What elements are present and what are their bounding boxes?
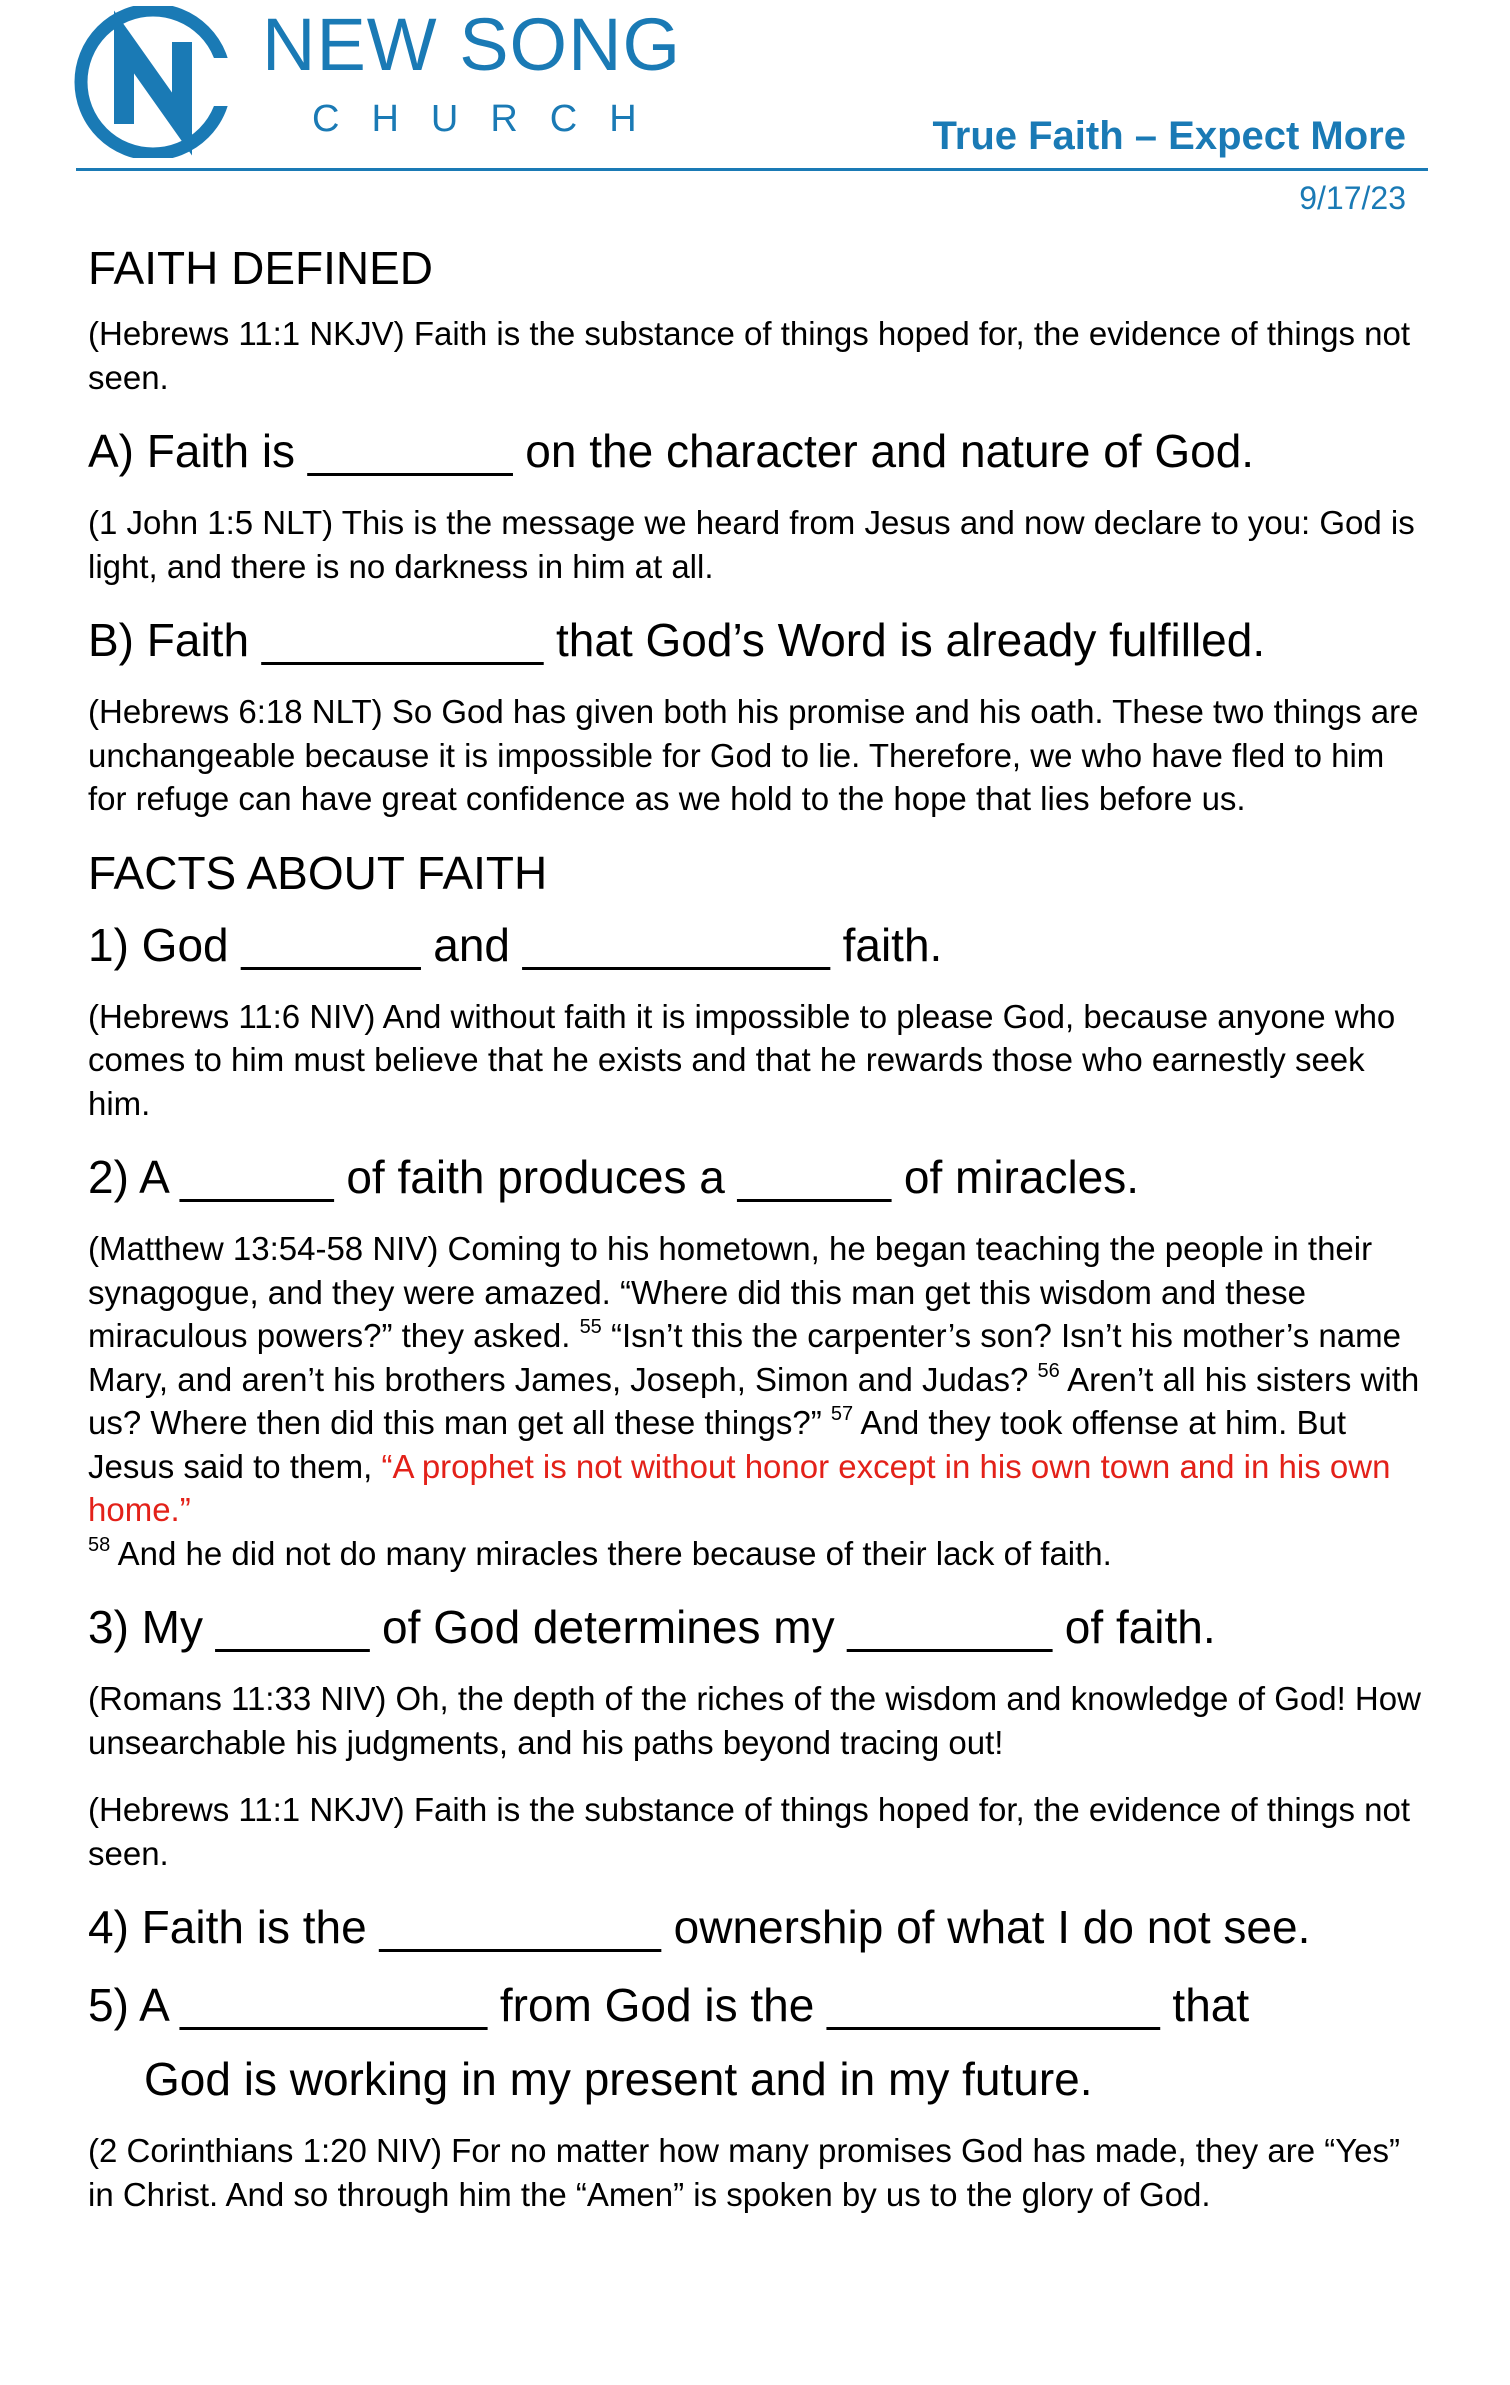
verse-text: And they took offense at him. But Jesus said to them,: [88, 1404, 1347, 1485]
verse-number-55: 55: [579, 1316, 602, 1338]
highlighted-quote: “A prophet is not without honor except in his own town and in his own home.”: [88, 1447, 1391, 1528]
sermon-title: True Faith – Expect More: [932, 114, 1406, 158]
header-divider: [76, 168, 1428, 171]
point-5: 5) A ____________ from God is the _____________ that: [88, 1979, 1250, 2031]
verse-text: And he did not do many miracles there because of their lack of faith.: [110, 1534, 1112, 1572]
point-2: 2) A ______ of faith produces a ______ of miracles.: [88, 1151, 1140, 1203]
verse-hebrews-6-18: (Hebrews 6:18 NLT) So God has given both his promise and his oath. These two things are unchangeable because it is impossible for God to lie. Therefore, we who have fled to him for refuge can have great confidence as we hold to the hope that lies before us.: [88, 693, 1419, 817]
church-logo-icon: [74, 6, 232, 158]
verse-romans-11-33: (Romans 11:33 NIV) Oh, the depth of the riches of the wisdom and knowledge of God! How unsearchable his judgments, and his paths beyond tracing out!: [88, 1680, 1421, 1761]
section-heading-faith-defined: FAITH DEFINED: [88, 242, 434, 294]
page-header: [0, 0, 1510, 215]
verse-hebrews-11-1: (Hebrews 11:1 NKJV) Faith is the substance of things hoped for, the evidence of things not seen.: [88, 315, 1410, 396]
verse-hebrews-11-1-repeat: (Hebrews 11:1 NKJV) Faith is the substance of things hoped for, the evidence of things not seen.: [88, 1791, 1410, 1872]
verse-number-56: 56: [1037, 1359, 1060, 1382]
verse-text: “Isn’t this the carpenter’s son? Isn’t his mother’s name Mary, and aren’t his brothers James, Joseph, Simon and Judas?: [88, 1317, 1401, 1398]
point-4: 4) Faith is the ___________ ownership of what I do not see.: [88, 1901, 1311, 1953]
church-name: NEW SONG: [262, 3, 682, 86]
section-heading-facts-about-faith: FACTS ABOUT FAITH: [88, 846, 548, 899]
point-1: 1) God _______ and ____________ faith.: [88, 918, 943, 971]
point-b: B) Faith ___________ that God’s Word is already fulfilled.: [88, 614, 1266, 666]
sermon-date: 9/17/23: [1299, 180, 1406, 216]
sermon-notes: [88, 240, 1428, 2240]
verse-text: Aren’t all his sisters with us? Where then did this man get all these things?”: [88, 1360, 1420, 1441]
point-5-continued: God is working in my present and in my future.: [144, 2053, 1093, 2105]
verse-2-corinthians-1-20: (2 Corinthians 1:20 NIV) For no matter how many promises God has made, they are “Yes” in Christ. And so through him the “Amen” is spoken by us to the glory of God.: [88, 2132, 1401, 2213]
point-a: A) Faith is ________ on the character and nature of God.: [88, 425, 1255, 477]
verse-text: (Matthew 13:54-58 NIV) Coming to his hometown, he began teaching the people in their synagogue, and they were amazed. “Where did this man get this wisdom and these miraculous powers?” they asked.: [88, 1230, 1373, 1354]
church-subtitle: CHURCH: [312, 98, 669, 140]
verse-hebrews-11-6: (Hebrews 11:6 NIV) And without faith it is impossible to please God, because anyone who comes to him must believe that he exists and that he rewards those who earnestly seek him.: [88, 997, 1396, 1122]
verse-number-58: 58: [88, 1533, 111, 1556]
verse-1-john-1-5: (1 John 1:5 NLT) This is the message we heard from Jesus and now declare to you: God is light, and there is no darkness in him at all.: [88, 504, 1415, 585]
verse-matthew-13-54-58: [88, 1227, 1428, 1575]
verse-number-57: 57: [830, 1403, 854, 1425]
point-3: 3) My ______ of God determines my ________ of faith.: [88, 1601, 1216, 1653]
